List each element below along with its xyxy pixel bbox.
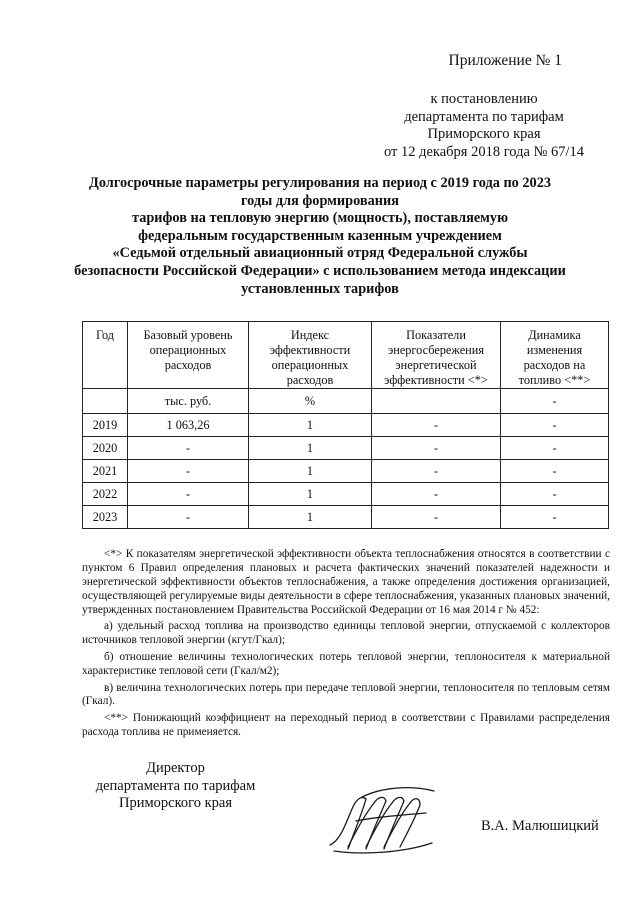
footnote-paragraph: <**> Понижающий коэффициент на переходный период в соответствии с Правилами распределения расхода топлива не применяется. <box>82 712 610 739</box>
table-cell: 1 <box>249 483 372 506</box>
title-line: тарифов на тепловую энергию (мощность), поставляемую <box>132 210 508 227</box>
handwritten-signature <box>322 783 442 863</box>
header-efficiency-index: Индекс эффективности операционных расходов <box>249 322 372 389</box>
table-cell: - <box>372 414 501 437</box>
parameters-table <box>82 321 609 529</box>
signatory-name: В.А. Малюшицкий <box>481 818 599 834</box>
signatory-position <box>83 760 268 813</box>
table-cell: - <box>372 460 501 483</box>
title-line: «Седьмой отдельный авиационный отряд Федеральной службы <box>112 245 528 262</box>
table-cell: - <box>501 437 609 460</box>
title-line: безопасности Российской Федерации» с использованием метода индексации <box>74 262 566 279</box>
table-units-row <box>83 389 609 414</box>
table-cell: - <box>372 483 501 506</box>
position-line: Приморского края <box>118 795 232 811</box>
table-row <box>83 437 609 460</box>
title-line: годы для формирования <box>241 192 399 209</box>
table-row <box>83 414 609 437</box>
basis-line: от 12 декабря 2018 года № 67/14 <box>383 143 585 160</box>
table-cell <box>372 389 501 414</box>
table-row <box>83 460 609 483</box>
table-cell: % <box>249 389 372 414</box>
table-cell: - <box>128 437 249 460</box>
annex-label: Приложение № 1 <box>448 52 562 69</box>
position-line: департамента по тарифам <box>95 777 256 794</box>
document-title <box>60 175 580 298</box>
basis-line: к постановлению <box>430 91 538 107</box>
header-energy-saving: Показатели энергосбережения энергетической эффективности <*> <box>372 322 501 389</box>
title-line: федеральным государственным казенным учреждением <box>138 227 502 244</box>
table-cell: - <box>372 437 501 460</box>
table-row <box>83 506 609 529</box>
title-line: установленных тарифов <box>241 280 399 297</box>
table-cell: 2021 <box>83 460 128 483</box>
table-cell <box>83 389 128 414</box>
table-cell: - <box>128 460 249 483</box>
table-cell: 1 <box>249 460 372 483</box>
footnote-paragraph: в) величина технологических потерь при передаче тепловой энергии, теплоносителя по тепловым сетям (Гкал). <box>82 681 610 708</box>
table-cell: 2023 <box>83 506 128 529</box>
table-cell: 1 <box>249 414 372 437</box>
table-header-row <box>83 322 609 389</box>
table-cell: - <box>128 483 249 506</box>
table-cell: - <box>501 460 609 483</box>
table-cell: - <box>372 506 501 529</box>
table-cell: 1 <box>249 506 372 529</box>
table-cell: - <box>501 506 609 529</box>
table-cell: тыс. руб. <box>128 389 249 414</box>
footnote-paragraph: б) отношение величины технологических потерь тепловой энергии, теплоносителя к материальной характеристике тепловой сети (Гкал/м2); <box>82 650 610 677</box>
position-line: Директор <box>146 760 205 776</box>
resolution-reference <box>364 91 604 161</box>
table-cell: - <box>501 483 609 506</box>
table-cell: 1 <box>249 437 372 460</box>
table-cell: 2019 <box>83 414 128 437</box>
footnote-paragraph: <*> К показателям энергетической эффективности объекта теплоснабжения относятся в соответствии с пунктом 6 Правил определения плановых и расчета фактических значений показателей надежности и энергетической эффективности объектов теплоснабжения, а также определения достижения организацией, осуществляющей регулируемые виды деятельности в сфере теплоснабжения, указанных плановых значений, утвержденных постановлением Правительства Российской Федерации от 16 мая 2014 г № 452: <box>82 548 610 616</box>
header-base-level: Базовый уровень операционных расходов <box>128 322 249 389</box>
table-cell: 1 063,26 <box>128 414 249 437</box>
header-year: Год <box>83 322 128 389</box>
title-line: Долгосрочные параметры регулирования на период с 2019 года по 2023 <box>89 175 551 191</box>
footnote-paragraph: а) удельный расход топлива на производство единицы тепловой энергии, отпускаемой с коллекторов источников тепловой энергии (кгут/Гкал); <box>82 620 610 647</box>
table-cell: - <box>128 506 249 529</box>
basis-line: Приморского края <box>427 126 541 142</box>
table-cell: - <box>501 414 609 437</box>
table-cell: - <box>501 389 609 414</box>
basis-line: департамента по тарифам <box>404 108 564 125</box>
table-cell: 2022 <box>83 483 128 506</box>
footnotes <box>82 548 610 743</box>
table-cell: 2020 <box>83 437 128 460</box>
header-fuel-dynamics: Динамика изменения расходов на топливо <**> <box>501 322 609 389</box>
table-row <box>83 483 609 506</box>
